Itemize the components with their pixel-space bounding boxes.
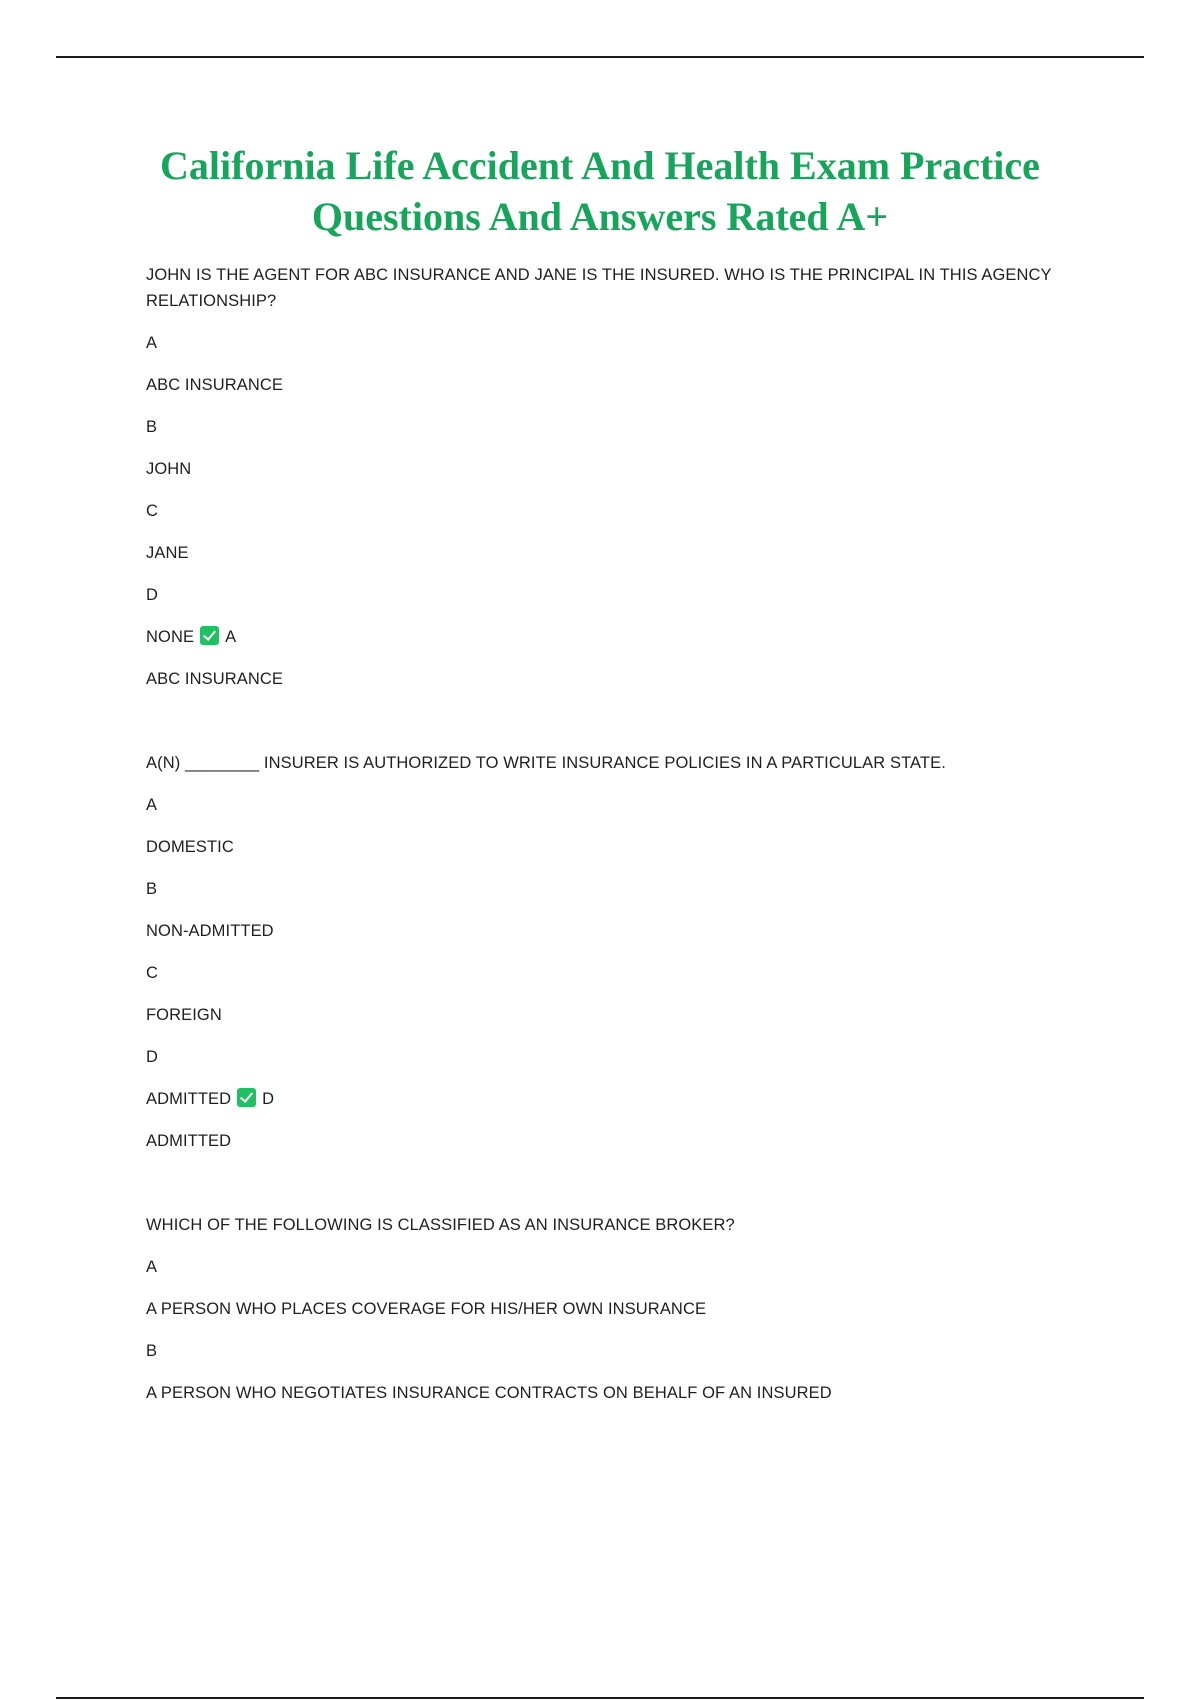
option-letter: B <box>146 418 158 436</box>
document-body <box>146 262 1066 1422</box>
option-text: A PERSON WHO PLACES COVERAGE FOR HIS/HER OWN INSURANCE <box>146 1300 707 1318</box>
question-spacer <box>146 708 1066 750</box>
answer-text: ABC INSURANCE <box>146 670 283 688</box>
answer-text: ADMITTED <box>146 1132 232 1150</box>
top-rule <box>56 56 1144 58</box>
option-text: NONE <box>146 628 195 646</box>
option-letter: C <box>146 502 159 520</box>
option-text: ABC INSURANCE <box>146 376 283 394</box>
check-mark-icon <box>200 626 219 645</box>
question-text: JOHN IS THE AGENT FOR ABC INSURANCE AND JANE IS THE INSURED. WHO IS THE PRINCIPAL IN THIS AGENCY RELATIONSHIP? <box>146 266 1052 310</box>
answer-letter: D <box>262 1090 275 1108</box>
option-letter: A <box>146 796 158 814</box>
document-title: California Life Accident And Health Exam Practice Questions And Answers Rated A+ <box>160 143 1040 239</box>
option-text: JOHN <box>146 460 192 478</box>
option-text: DOMESTIC <box>146 838 234 856</box>
option-text: NON-ADMITTED <box>146 922 274 940</box>
option-text: ADMITTED <box>146 1090 232 1108</box>
option-letter: D <box>146 586 159 604</box>
question-block-3 <box>146 1212 1066 1406</box>
check-mark-icon <box>237 1088 256 1107</box>
question-block-2 <box>146 750 1066 1154</box>
option-letter: B <box>146 880 158 898</box>
question-block-1 <box>146 262 1066 692</box>
option-letter: B <box>146 1342 158 1360</box>
option-letter: C <box>146 964 159 982</box>
bottom-rule <box>56 1697 1144 1699</box>
option-text: A PERSON WHO NEGOTIATES INSURANCE CONTRACTS ON BEHALF OF AN INSURED <box>146 1384 832 1402</box>
question-spacer <box>146 1170 1066 1212</box>
answer-line <box>146 1086 1066 1112</box>
question-text: WHICH OF THE FOLLOWING IS CLASSIFIED AS AN INSURANCE BROKER? <box>146 1216 735 1234</box>
option-text: JANE <box>146 544 189 562</box>
question-text: A(N) ________ INSURER IS AUTHORIZED TO WRITE INSURANCE POLICIES IN A PARTICULAR STATE. <box>146 754 946 772</box>
option-letter: D <box>146 1048 159 1066</box>
option-letter: A <box>146 1258 158 1276</box>
option-text: FOREIGN <box>146 1006 222 1024</box>
option-letter: A <box>146 334 158 352</box>
answer-line <box>146 624 1066 650</box>
answer-letter: A <box>225 628 237 646</box>
